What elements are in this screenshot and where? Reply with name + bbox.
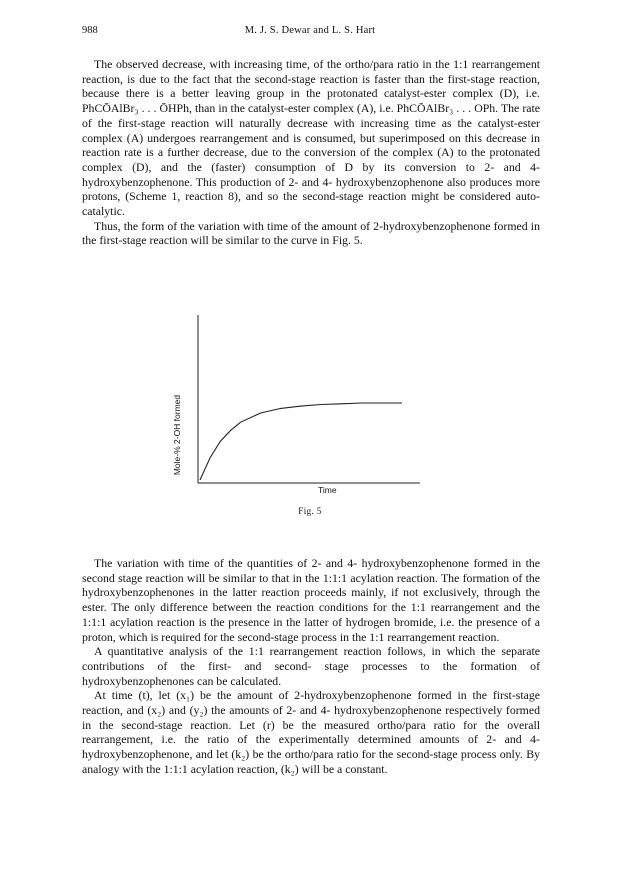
paragraph: The observed decrease, with increasing time, of the ortho/para ratio in the 1:1 rearrangement reaction, is due to the fact that the second-stage reaction is faster than the first-stage reaction, because there is a better leaving group in the protonated catalyst-ester complex (D), i.e. PhCŌAlBr₃ . . . ŌHPh, than in the catalyst-ester complex (A), i.e. PhCŌAlBr₃ . . . OPh. The rate of the first-stage reaction will naturally decrease with increasing time as the catalyst-ester complex (A) undergoes rearrangement and is consumed, but superimposed on this decrease in reaction rate is a further decrease, due to the conversion of the complex (A) to the protonated complex (D), and the (faster) consumption of D by its conversion to 2- and 4-hydroxybenzophenone. This production of 2- and 4- hydroxybenzophenone also produces more protons, (Scheme 1, reaction 8), and so the second-stage reaction might be considered auto-catalytic. <box>82 57 540 219</box>
paragraph: Thus, the form of the variation with time of the amount of 2-hydroxybenzophenone formed in the first-stage reaction will be similar to the curve in Fig. 5. <box>82 218 540 248</box>
y-axis-label: Mole-% 2-OH formed <box>172 394 182 476</box>
paragraph: The variation with time of the quantities of 2- and 4- hydroxybenzophenone formed in the second stage reaction will be similar to that in the 1:1:1 acylation reaction. The formation of the hydroxybenzophenones in the latter reaction proceeds mainly, if not exclusively, through the ester. The only difference between the reaction conditions for the 1:1 rearrangement and the 1:1:1 acylation reaction is the presence in the latter of hydrogen bromide, i.e. the presence of a proton, which is required for the second-stage process in the 1:1 rearrangement reaction. <box>82 556 540 644</box>
text-block-top <box>82 57 540 248</box>
data-series-line <box>200 403 402 480</box>
plot-area <box>160 315 460 500</box>
text-block-bottom <box>82 556 540 777</box>
paragraph: A quantitative analysis of the 1:1 rearrangement reaction follows, in which the separate contributions of the first- and second- stage processes to the formation of hydroxybenzophenones can be calculated. <box>82 644 540 688</box>
page-number: 988 <box>82 25 98 36</box>
page-header <box>82 25 538 41</box>
x-axis-label: Time <box>318 485 337 495</box>
figure-5 <box>160 315 460 545</box>
figure-caption: Fig. 5 <box>298 506 322 516</box>
paragraph: At time (t), let (x₁) be the amount of 2-hydroxybenzophenone formed in the first-stage reaction, and (x₂) and (y₂) the amounts of 2- and 4- hydroxybenzophenone respectively formed in the second-stage reaction. Let (r) be the measured ortho/para ratio for the overall rearrangement, i.e. the ratio of the experimentally determined amounts of 2- and 4- hydroxybenzophenone, and let (k₂) be the ortho/para ratio for the second-stage process only. By analogy with the 1:1:1 acylation reaction, (k₂) will be a constant. <box>82 688 540 776</box>
running-title: M. J. S. Dewar and L. S. Hart <box>244 25 376 36</box>
